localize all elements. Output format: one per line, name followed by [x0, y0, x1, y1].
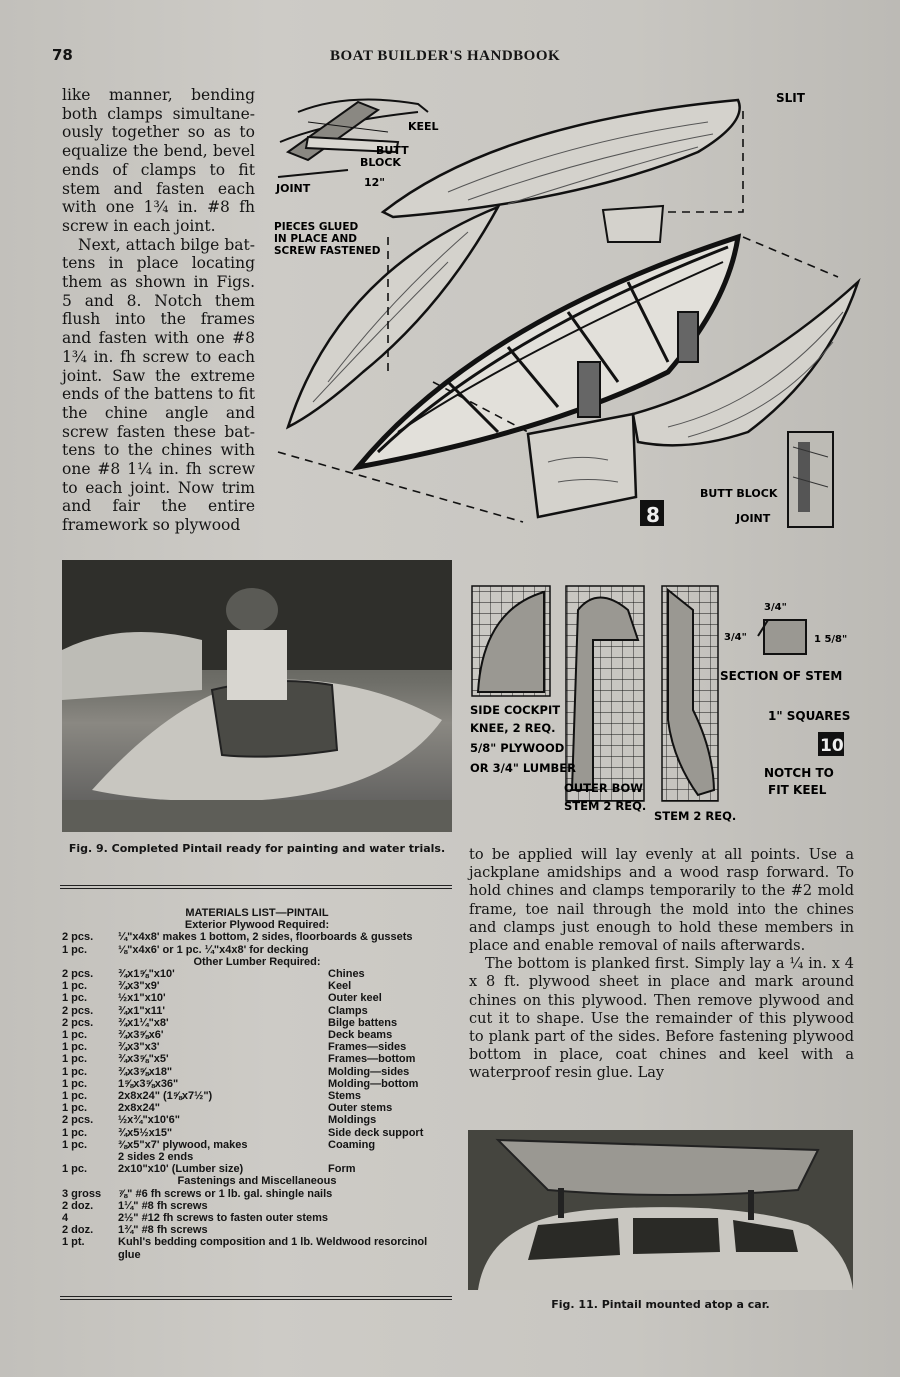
- fastenings-heading: Fastenings and Miscellaneous: [177, 1175, 337, 1188]
- usage: Deck beams: [328, 1029, 393, 1042]
- usage: Moldings: [328, 1114, 377, 1127]
- usage: Chines: [328, 968, 365, 981]
- car-photo-illustration: [468, 1130, 853, 1290]
- figure-9-photo: [62, 560, 452, 832]
- figure-8-assembly-drawing: [268, 82, 868, 534]
- size-description: ¾x3"x3': [118, 1041, 160, 1054]
- butt-block-detail: [788, 432, 833, 527]
- materials-row: [62, 1188, 452, 1200]
- label-1in-squares: 1" SQUARES: [768, 709, 851, 723]
- size-description: ¾x5½x15": [118, 1126, 173, 1139]
- size-description: ⅜x5"x7' plywood, makes: [118, 1138, 248, 1151]
- usage: Frames—bottom: [328, 1053, 416, 1066]
- paragraph-1: like manner, bending both clamps simultane-ously together so as to equalize the bend, bevel ends of clamps to fit stem and fasten each with one 1¾ in. #8 fh screw in each joint.: [62, 86, 255, 235]
- usage: Molding—bottom: [328, 1077, 419, 1090]
- usage: Outer stems: [328, 1102, 393, 1115]
- quantity: 1 pc.: [62, 980, 88, 993]
- size-description: ¾x1"x11': [118, 1004, 165, 1017]
- left-text-column: [62, 86, 255, 535]
- quantity: 1 pc.: [62, 1163, 88, 1176]
- quantity: 2 pcs.: [62, 1004, 94, 1017]
- materials-row: [62, 1053, 452, 1065]
- size-description: 2x8x24" (1⅝x7½"): [118, 1090, 213, 1103]
- fastening-rows: [62, 1188, 452, 1261]
- plywood-rows: [62, 931, 452, 955]
- figure-10-pattern-drawing: [468, 580, 863, 825]
- boat-photo-illustration: [62, 560, 452, 832]
- size-description: Kuhl's bedding composition and 1 lb. Weldwood resorcinol glue: [118, 1236, 428, 1261]
- size-description: 2 sides 2 ends: [118, 1151, 194, 1164]
- quantity: 1 pc.: [62, 1077, 88, 1090]
- quantity: 1 pc.: [62, 1029, 88, 1042]
- materials-row: [62, 1114, 452, 1126]
- deck-panel-small: [603, 206, 663, 242]
- size-description: ¾x1¼"x8': [118, 1016, 169, 1029]
- usage: Coaming: [328, 1138, 376, 1151]
- quantity: 1 pc.: [62, 992, 88, 1005]
- quantity: 1 pc.: [62, 1126, 88, 1139]
- lumber-heading: Other Lumber Required:: [193, 955, 321, 968]
- quantity: 1 pc.: [62, 943, 88, 956]
- usage: Stems: [328, 1090, 362, 1103]
- label-pieces-2: IN PLACE AND: [274, 233, 358, 245]
- size-description: ½x1"x10': [118, 992, 166, 1005]
- usage: Bilge battens: [328, 1016, 398, 1029]
- materials-row: [62, 944, 452, 956]
- label-butt: BUTT: [376, 144, 409, 157]
- materials-row: [62, 1127, 452, 1139]
- materials-list: [62, 907, 452, 1261]
- materials-title: MATERIALS LIST—PINTAIL: [185, 907, 329, 919]
- size-description: ¾x3⅝x6': [118, 1029, 164, 1042]
- label-notch-1: NOTCH TO: [764, 766, 834, 780]
- page-number: 78: [52, 46, 73, 64]
- quantity: 1 pc.: [62, 1138, 88, 1151]
- quantity: 4: [62, 1212, 69, 1225]
- materials-row: [62, 1078, 452, 1090]
- paragraph-4: The bottom is planked first. Simply lay a ¼ in. x 4 x 8 ft. plywood sheet in place and mark around chines on this plywood. Then remove plywood and cut it to shape. Use the remainder of this plywood to plank part of the sides. Before fastening plywood bottom in place, coat chines and keel with a waterproof resin glue. Lay: [469, 956, 854, 1082]
- size-description: ½x¾"x10'6": [118, 1114, 180, 1127]
- paragraph-2: Next, attach bilge bat-tens in place locating them as shown in Figs. 5 and 8. Notch them flush into the frames and fasten with one #8 1¾ in. fh screw to each joint. Saw the extreme ends of the battens to fit the chine angle and screw fasten these bat-tens to the chines with one #8 1¼ in. fh screw to each joint. Now trim and fair the entire framework so plywood: [62, 235, 255, 535]
- size-description: 2x8x24": [118, 1102, 160, 1115]
- figure-11-caption: Fig. 11. Pintail mounted atop a car.: [551, 1298, 770, 1311]
- label-stem-2-req: STEM 2 REQ.: [654, 809, 737, 823]
- quantity: 1 pc.: [62, 1102, 88, 1115]
- materials-row: [62, 1224, 452, 1236]
- quantity: 2 pcs.: [62, 1114, 94, 1127]
- label-section-of-stem: SECTION OF STEM: [720, 669, 843, 683]
- materials-row: [62, 992, 452, 1004]
- size-description: ⅞" #6 fh screws or 1 lb. gal. shingle nails: [118, 1187, 333, 1200]
- quantity: 2 pcs.: [62, 931, 94, 944]
- size-description: 1¾" #8 fh screws: [118, 1224, 208, 1237]
- label-keel: KEEL: [408, 120, 439, 133]
- label-side-cockpit: SIDE COCKPIT: [470, 703, 561, 717]
- figure-10-number: 10: [820, 736, 844, 756]
- label-joint: JOINT: [276, 182, 311, 195]
- label-block: BLOCK: [360, 156, 401, 169]
- usage: Side deck support: [328, 1126, 424, 1139]
- usage: [328, 1151, 452, 1163]
- stem-section: [764, 620, 806, 654]
- materials-row: [62, 1029, 452, 1041]
- materials-top-rule: [60, 885, 452, 889]
- quantity: 1 pc.: [62, 1041, 88, 1054]
- materials-row: [62, 1017, 452, 1029]
- bottom-panel-left: [528, 414, 636, 517]
- materials-row: [62, 1102, 452, 1114]
- quantity: 2 pcs.: [62, 968, 94, 981]
- usage: Form: [328, 1163, 356, 1176]
- keel-butt-block-inset: [278, 100, 428, 178]
- size-description: ⅛"x4x6' or 1 pc. ¼"x4x8' for decking: [118, 943, 309, 956]
- lumber-rows: [62, 968, 452, 1175]
- quantity: 2 doz.: [62, 1224, 94, 1237]
- label-pieces-3: SCREW FASTENED: [274, 245, 381, 257]
- usage: Keel: [328, 980, 352, 993]
- label-butt-block: BUTT BLOCK: [700, 487, 778, 500]
- size-description: 1¼" #8 fh screws: [118, 1199, 208, 1212]
- figure-9-caption: Fig. 9. Completed Pintail ready for painting and water trials.: [68, 842, 446, 855]
- materials-row: [62, 1090, 452, 1102]
- label-lumber: OR 3/4" LUMBER: [470, 761, 577, 775]
- running-header: BOAT BUILDER'S HANDBOOK: [330, 48, 561, 64]
- size-description: ¾x1⅝"x10': [118, 968, 175, 981]
- materials-row: [62, 1139, 452, 1151]
- quantity: 2 doz.: [62, 1199, 94, 1212]
- figure-11-photo: [468, 1130, 853, 1290]
- right-text-column: [469, 846, 854, 1083]
- label-knee-2-req: KNEE, 2 REQ.: [470, 721, 556, 735]
- materials-row: [62, 1151, 452, 1163]
- size-description: ¾x3"x9': [118, 980, 160, 993]
- size-description: ¼"x4x8' makes 1 bottom, 2 sides, floorboards & gussets: [118, 931, 413, 944]
- dim-top: 3/4": [764, 602, 787, 613]
- deck-panel-top: [383, 100, 740, 217]
- dim-right: 1 5/8": [814, 634, 848, 645]
- label-slit: SLIT: [776, 91, 805, 105]
- materials-row: [62, 1200, 452, 1212]
- label-outer-stem-2-req: STEM 2 REQ.: [564, 799, 647, 813]
- plywood-heading: Exterior Plywood Required:: [184, 919, 330, 932]
- usage: Frames—sides: [328, 1041, 407, 1054]
- label-notch-2: FIT KEEL: [768, 783, 827, 797]
- label-plywood: 5/8" PLYWOOD: [470, 741, 565, 755]
- materials-row: [62, 1236, 452, 1260]
- label-pieces-1: PIECES GLUED: [274, 221, 359, 233]
- quantity: 1 pc.: [62, 1090, 88, 1103]
- materials-row: [62, 1163, 452, 1175]
- size-description: 2½" #12 fh screws to fasten outer stems: [118, 1212, 329, 1225]
- quantity: 1 pc.: [62, 1065, 88, 1078]
- size-description: ¾x3⅝x18": [118, 1065, 173, 1078]
- usage: Outer keel: [328, 992, 382, 1005]
- dim-left: 3/4": [724, 632, 747, 643]
- label-outer-bow: OUTER BOW: [564, 781, 643, 795]
- quantity: 3 gross: [62, 1187, 102, 1200]
- materials-row: [62, 1005, 452, 1017]
- quantity: [62, 1151, 118, 1163]
- size-description: 1⅝x3⅝x36": [118, 1077, 179, 1090]
- materials-row: [62, 1066, 452, 1078]
- paragraph-3: to be applied will lay evenly at all points. Use a jackplane amidships and a wood rasp forward. To hold chines and clamps temporarily to the #2 mold frame, toe nail through the mold into the chines and clamps just enough to hold these members in place and enable removal of nails afterwards.: [469, 847, 854, 955]
- materials-row: [62, 931, 452, 943]
- materials-row: [62, 1041, 452, 1053]
- label-joint-2: JOINT: [736, 512, 771, 525]
- materials-row: [62, 1212, 452, 1224]
- size-description: ¾x3⅝"x5': [118, 1053, 169, 1066]
- figure-8-number: 8: [646, 503, 660, 527]
- quantity: 2 pcs.: [62, 1016, 94, 1029]
- quantity: 1 pt.: [62, 1236, 85, 1249]
- usage: Clamps: [328, 1004, 368, 1017]
- label-12in: 12": [364, 176, 386, 189]
- size-description: 2x10"x10' (Lumber size): [118, 1163, 244, 1176]
- materials-bottom-rule: [60, 1296, 452, 1300]
- materials-row: [62, 980, 452, 992]
- quantity: 1 pc.: [62, 1053, 88, 1066]
- materials-row: [62, 968, 452, 980]
- usage: Molding—sides: [328, 1065, 410, 1078]
